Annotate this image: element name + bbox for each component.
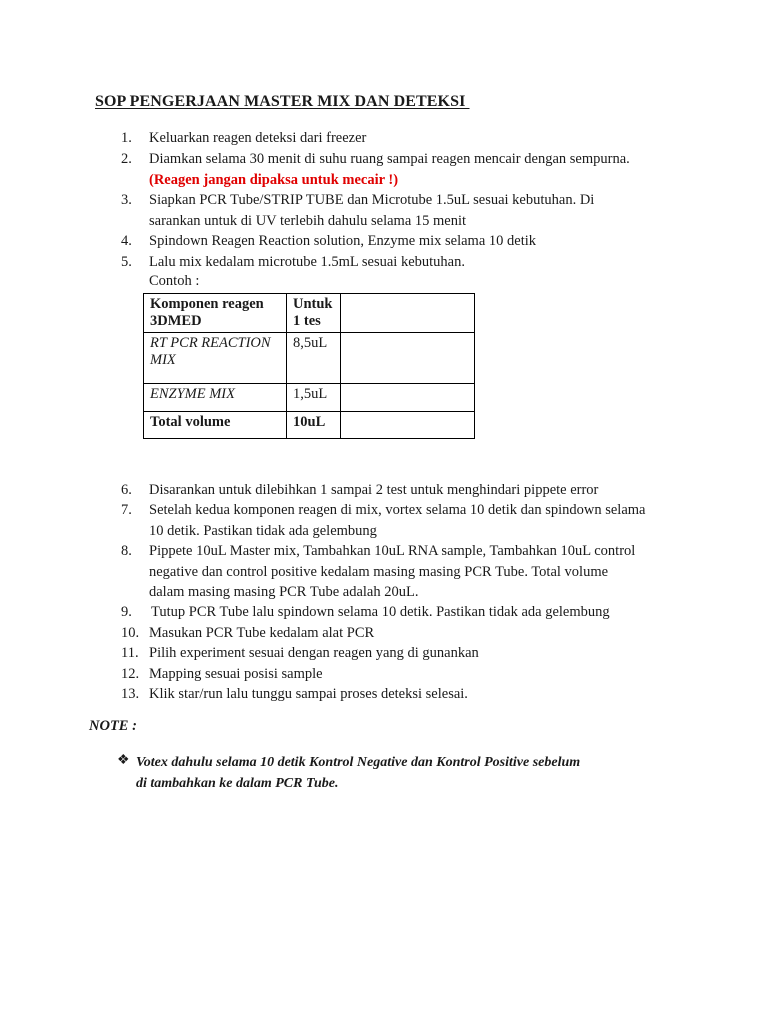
- step-number: 11.: [121, 645, 139, 661]
- total-label: Total volume: [144, 412, 287, 439]
- note-text-line-2: di tambahkan ke dalam PCR Tube.: [136, 776, 339, 791]
- warning-text: (Reagen jangan dipaksa untuk mecair !): [149, 171, 399, 188]
- table-header-row: [144, 294, 475, 333]
- step-number: 1.: [121, 130, 132, 146]
- step-number: 2.: [121, 151, 132, 167]
- reagent-table: [143, 293, 475, 439]
- component-name-line: RT PCR REACTION: [150, 335, 271, 351]
- component-volume: 8,5uL: [287, 333, 341, 384]
- step-number: 10.: [121, 625, 140, 641]
- step-text-line-2: sarankan untuk di UV terlebih dahulu selama 15 menit: [149, 212, 467, 229]
- header-cell-component: [144, 294, 287, 333]
- step-text-line-2: negative dan control positive kedalam masing masing PCR Tube. Total volume: [149, 563, 609, 580]
- step-number: 8.: [121, 543, 132, 559]
- step-text-line-1: Siapkan PCR Tube/STRIP TUBE dan Microtube 1.5uL sesuai kebutuhan. Di: [149, 192, 595, 208]
- header-cell-empty: [341, 294, 475, 333]
- header-text: 1 tes: [293, 313, 321, 329]
- component-volume: 1,5uL: [287, 384, 341, 412]
- total-volume: 10uL: [287, 412, 341, 439]
- step-text: Spindown Reagen Reaction solution, Enzyme mix selama 10 detik: [149, 233, 536, 249]
- note-label: NOTE :: [89, 718, 137, 734]
- note-text-line-1: Votex dahulu selama 10 detik Kontrol Negative dan Kontrol Positive sebelum: [136, 755, 581, 770]
- step-number: 6.: [121, 482, 132, 498]
- component-name: [144, 333, 287, 384]
- empty-cell: [341, 333, 475, 384]
- step-text-line-3: dalam masing masing PCR Tube adalah 20uL.: [149, 584, 419, 600]
- document-title: SOP PENGERJAAN MASTER MIX DAN DETEKSI: [95, 93, 470, 110]
- component-name: ENZYME MIX: [144, 384, 287, 412]
- note-text: [136, 752, 636, 794]
- step-text: Keluarkan reagen deteksi dari freezer: [149, 130, 367, 146]
- step-number: 4.: [121, 233, 132, 249]
- table-total-row: [144, 412, 475, 439]
- step-text-line-2: 10 detik. Pastikan tidak ada gelembung: [149, 522, 377, 539]
- step-number: 9.: [121, 604, 132, 620]
- step-text: Klik star/run lalu tunggu sampai proses deteksi selesai.: [149, 686, 468, 702]
- step-text: Disarankan untuk dilebihkan 1 sampai 2 test untuk menghindari pippete error: [149, 482, 599, 498]
- step-number: 7.: [121, 502, 132, 518]
- example-label: Contoh :: [149, 273, 200, 289]
- step-text-line-1: Setelah kedua komponen reagen di mix, vortex selama 10 detik dan spindown selama: [149, 502, 646, 518]
- header-text: Untuk: [293, 296, 333, 312]
- step-number: 12.: [121, 666, 140, 682]
- component-name-line: MIX: [150, 352, 176, 368]
- step-number: 13.: [121, 686, 140, 702]
- step-text: Lalu mix kedalam microtube 1.5mL sesuai kebutuhan.: [149, 254, 465, 270]
- step-number: 5.: [121, 254, 132, 270]
- step-text: Tutup PCR Tube lalu spindown selama 10 detik. Pastikan tidak ada gelembung: [151, 604, 610, 620]
- empty-cell: [341, 412, 475, 439]
- step-text: Mapping sesuai posisi sample: [149, 666, 323, 682]
- diamond-bullet-icon: ❖: [117, 753, 130, 768]
- step-text: Pilih experiment sesuai dengan reagen yang di gunankan: [149, 645, 479, 661]
- table-row: [144, 384, 475, 412]
- header-cell-per-test: [287, 294, 341, 333]
- header-text: Komponen reagen: [150, 296, 264, 312]
- table-row: [144, 333, 475, 384]
- step-text: Masukan PCR Tube kedalam alat PCR: [149, 625, 375, 641]
- step-text-line-1: Pippete 10uL Master mix, Tambahkan 10uL RNA sample, Tambahkan 10uL control: [149, 543, 636, 559]
- header-text: 3DMED: [150, 313, 202, 329]
- empty-cell: [341, 384, 475, 412]
- step-number: 3.: [121, 192, 132, 208]
- step-text: Diamkan selama 30 menit di suhu ruang sampai reagen mencair dengan sempurna.: [149, 151, 630, 167]
